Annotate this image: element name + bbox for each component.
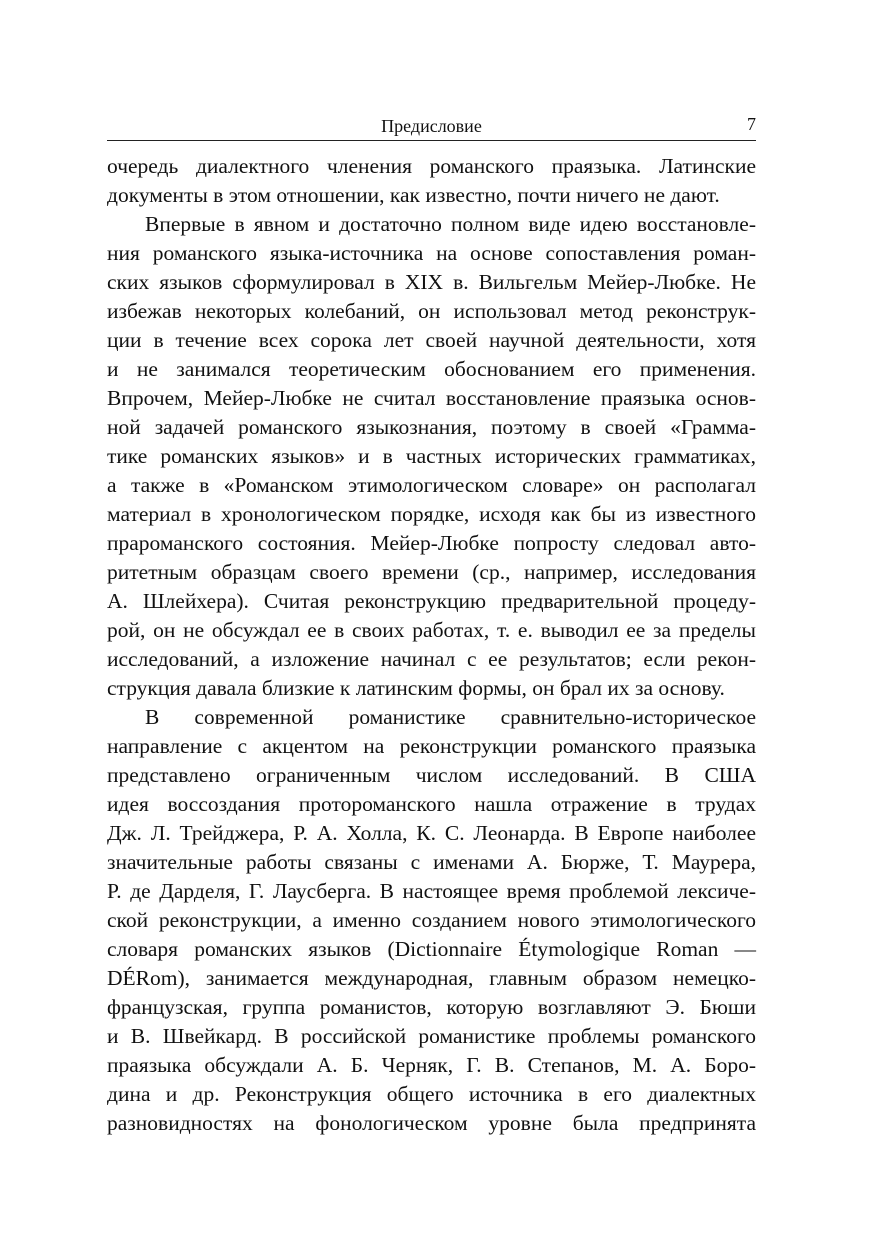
text-line: DÉRom), занимается международная, главным образом немецко- [107, 966, 756, 990]
text-line: и В. Швейкард. В российской романистике проблемы романского [107, 1024, 756, 1048]
paragraph [107, 210, 756, 703]
text-line: Впрочем, Мейер-Любке не считал восстановление праязыка основ- [107, 386, 756, 410]
body-text [107, 152, 756, 1138]
text-line: ния романского языка-источника на основе сопоставления роман- [107, 241, 756, 265]
running-header [107, 113, 756, 141]
text-line: а также в «Романском этимологическом словаре» он располагал [107, 473, 756, 497]
text-line: идея воссоздания протороманского нашла отражение в трудах [107, 792, 756, 816]
text-line: исследований, а изложение начинал с ее результатов; если рекон- [107, 647, 756, 671]
text-line: очередь диалектного членения романского праязыка. Латинские [107, 154, 756, 178]
paragraph [107, 152, 756, 210]
text-line: ской реконструкции, а именно созданием нового этимологического [107, 908, 756, 932]
text-line: ритетным образцам своего времени (ср., например, исследования [107, 560, 756, 584]
text-line: представлено ограниченным числом исследований. В США [107, 763, 756, 787]
text-line: направление с акцентом на реконструкции романского праязыка [107, 734, 756, 758]
text-line: ной задачей романского языкознания, поэтому в своей «Грамма- [107, 415, 756, 439]
text-line: документы в этом отношении, как известно, почти ничего не дают. [107, 183, 720, 207]
text-line: Дж. Л. Трейджера, Р. А. Холла, К. С. Леонарда. В Европе наиболее [107, 821, 756, 845]
text-line: тике романских языков» и в частных исторических грамматиках, [107, 444, 756, 468]
text-line: ции в течение всех сорока лет своей научной деятельности, хотя [107, 328, 756, 352]
text-line: разновидностях на фонологическом уровне была предпринята [107, 1111, 756, 1135]
text-line: французская, группа романистов, которую возглавляют Э. Бюши [107, 995, 756, 1019]
text-line: дина и др. Реконструкция общего источника в его диалектных [107, 1082, 756, 1106]
text-line: струкция давала близкие к латинским формы, он брал их за основу. [107, 676, 725, 700]
paragraph [107, 703, 756, 1138]
text-line: Впервые в явном и достаточно полном виде идею восстановле- [145, 212, 756, 236]
text-line: материал в хронологическом порядке, исходя как бы из известного [107, 502, 756, 526]
text-line: ских языков сформулировал в XIX в. Вильгельм Мейер-Любке. Не [107, 270, 756, 294]
running-title: Предисловие [381, 116, 482, 136]
text-line: А. Шлейхера). Считая реконструкцию предварительной процеду- [107, 589, 756, 613]
text-line: словаря романских языков (Dictionnaire Étymologique Roman — [107, 937, 756, 961]
text-line: Р. де Дарделя, Г. Лаусберга. В настоящее время проблемой лексиче- [107, 879, 756, 903]
text-line: и не занимался теоретическим обоснованием его применения. [107, 357, 756, 381]
text-line: прароманского состояния. Мейер-Любке попросту следовал авто- [107, 531, 756, 555]
text-line: праязыка обсуждали А. Б. Черняк, Г. В. Степанов, М. А. Боро- [107, 1053, 756, 1077]
text-line: рой, он не обсуждал ее в своих работах, т. е. выводил ее за пределы [107, 618, 756, 642]
text-line: избежав некоторых колебаний, он использовал метод реконструк- [107, 299, 756, 323]
page-number: 7 [747, 114, 756, 134]
text-line: В современной романистике сравнительно-историческое [145, 705, 756, 729]
text-line: значительные работы связаны с именами А. Бюрже, Т. Маурера, [107, 850, 756, 874]
